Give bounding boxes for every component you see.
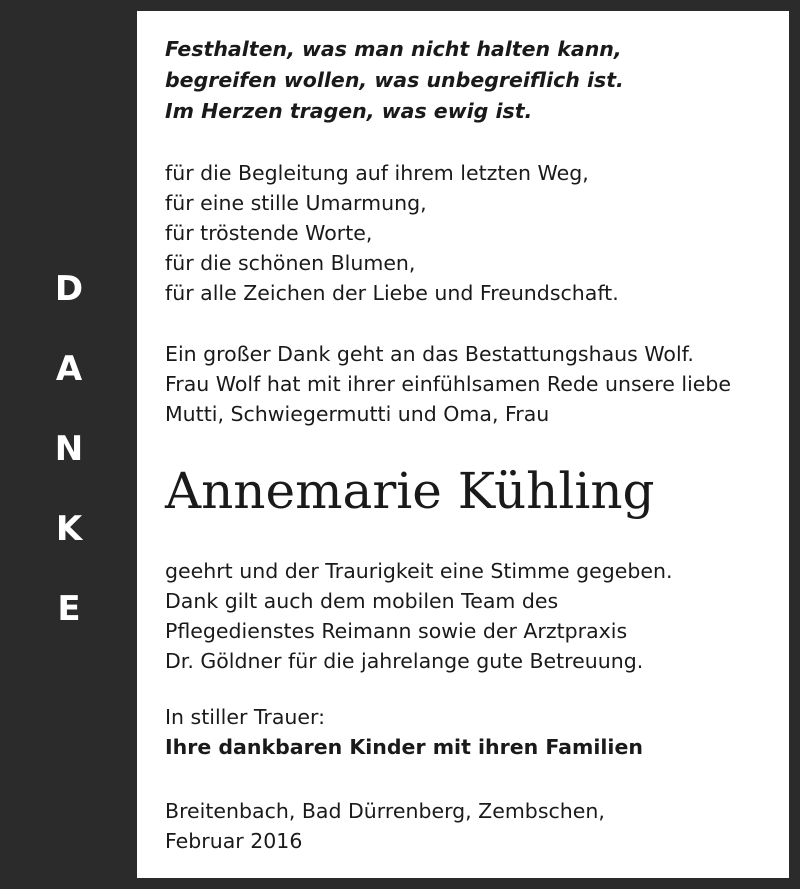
thanks-list [165, 158, 619, 308]
danke-letter: A [55, 349, 83, 389]
funeral-home-line: Mutti, Schwiegermutti und Oma, Frau [165, 402, 550, 426]
after-name-text [165, 556, 673, 676]
mourning-signature-text: Ihre dankbaren Kinder mit ihren Familien [165, 735, 643, 759]
motto-line: begreifen wollen, was unbegreiflich ist. [165, 68, 624, 92]
deceased-name: Annemarie Kühling [165, 462, 655, 520]
after-name-line: Pflegedienstes Reimann sowie der Arztpraxis [165, 619, 628, 643]
danke-letter: K [55, 509, 83, 549]
thanks-line: für tröstende Worte, [165, 221, 373, 245]
place-line: Breitenbach, Bad Dürrenberg, Zembschen, [165, 799, 605, 823]
danke-letter: D [54, 269, 84, 309]
danke-letter: N [54, 429, 84, 469]
funeral-home-line: Frau Wolf hat mit ihrer einfühlsamen Rede unsere liebe [165, 372, 732, 396]
thanks-line: für die Begleitung auf ihrem letzten Weg, [165, 161, 589, 185]
mourning-signature [165, 702, 643, 762]
motto-line: Festhalten, was man nicht halten kann, [165, 37, 622, 61]
after-name-line: Dank gilt auch dem mobilen Team des [165, 589, 559, 613]
motto [165, 34, 624, 127]
mourning-intro: In stiller Trauer: [165, 705, 325, 729]
place-date [165, 796, 605, 856]
date-line: Februar 2016 [165, 829, 303, 853]
after-name-line: Dr. Göldner für die jahrelange gute Betreuung. [165, 649, 644, 673]
funeral-home-thanks [165, 339, 731, 429]
thanks-line: für alle Zeichen der Liebe und Freundschaft. [165, 281, 619, 305]
funeral-home-line: Ein großer Dank geht an das Bestattungshaus Wolf. [165, 342, 694, 366]
thanks-line: für eine stille Umarmung, [165, 191, 427, 215]
thanks-line: für die schönen Blumen, [165, 251, 416, 275]
motto-line: Im Herzen tragen, was ewig ist. [165, 99, 533, 123]
danke-letter: E [57, 589, 81, 629]
after-name-line: geehrt und der Traurigkeit eine Stimme gegeben. [165, 559, 673, 583]
